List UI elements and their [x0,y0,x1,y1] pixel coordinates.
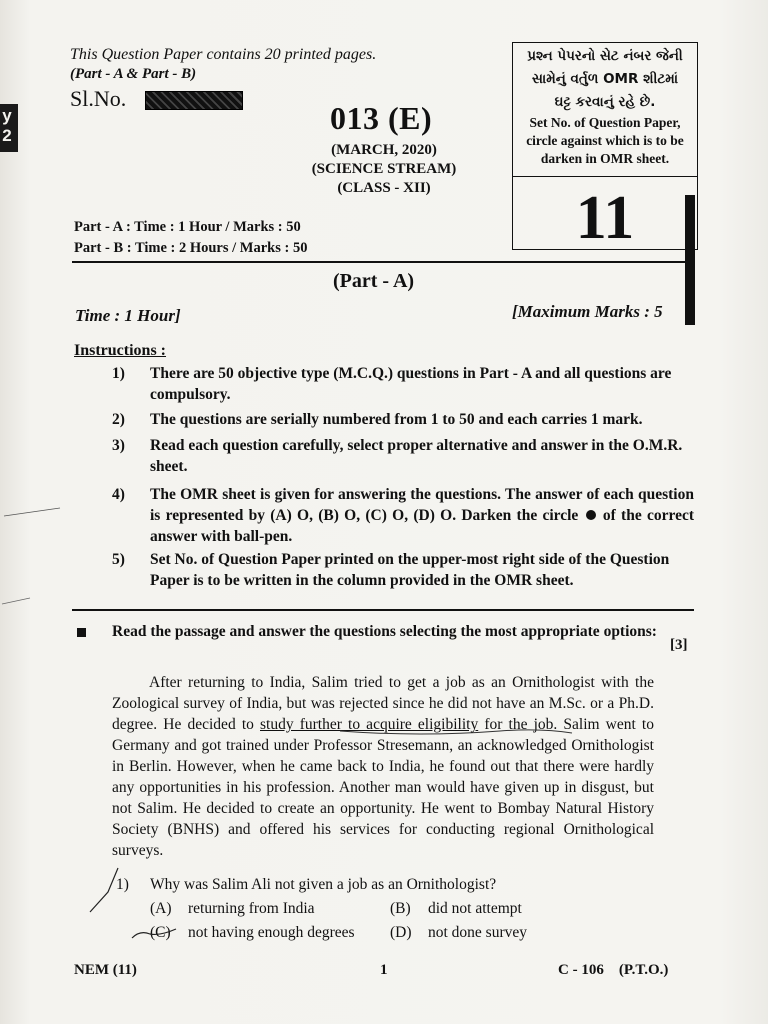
set-box-english-1: Set No. of Question Paper, [529,115,681,130]
question-text: Why was Salim Ali not given a job as an Ornithologist? [150,876,497,893]
right-edge-bar [685,195,695,325]
passage-text [112,672,654,861]
passage-underlined-phrase: study further to acquire eligibility [260,716,479,733]
square-bullet-icon [77,628,86,637]
question-number: 1) [116,876,129,893]
option-text: returning from India [188,900,315,917]
serial-number-label: Sl.No. [70,86,127,111]
passage-instruction: Read the passage and answer the questions selecting the most appropriate options: [112,623,657,640]
instruction-number: 2) [112,411,125,428]
instruction-text: There are 50 objective type (M.C.Q.) questions in Part - A and all questions are compulsory. [150,365,672,403]
instruction-text-a: The OMR sheet is given for answering the questions. The answer of each question is represented by (A) O, (B) O, (C) O, (D) O. Darken the circle [150,486,694,524]
header-rule [72,261,694,263]
option-text: not done survey [428,924,528,941]
passage-marks: [3] [670,637,688,653]
instruction-text-b: of the correct answer with ball-pen. [150,507,694,545]
page-number: 1 [380,962,388,978]
instruction-text: The questions are serially numbered from 1 to 50 and each carries 1 mark. [150,411,643,428]
instruction-text: Read each question carefully, select proper alternative and answer in the O.M.R. sheet. [150,437,683,475]
set-number-box [512,42,698,250]
set-box-gujarati-1: પ્રશ્ન પેપરનો સેટ નંબર જેની [527,48,683,64]
instruction-text [150,484,694,547]
instruction-number: 1) [112,365,125,382]
footer-right: C - 106 (P.T.O.) [558,962,669,978]
option-text: did not attempt [428,900,522,917]
part-b-timing: Part - B : Time : 2 Hours / Marks : 50 [74,240,308,256]
instructions-heading: Instructions : [74,342,167,359]
passage-part-1: After returning to India, Salim tried to get a job as an Ornithologist with the Zoological survey of India, but was rejected since he did not have an M.Sc. or a Ph.D. degree. He decided to [112,674,654,733]
set-box-english-3: darken in OMR sheet. [540,151,670,166]
instruction-text: Set No. of Question Paper printed on the upper-most right side of the Question Paper is to be written in the column provided in the OMR sheet. [150,551,670,589]
filled-circle-icon [586,510,596,520]
class-label: (CLASS - XII) [337,180,431,196]
instruction-item [112,435,694,477]
side-tab-text: y 2 [2,106,12,145]
set-box-english-2: circle against which is to be [526,133,684,148]
part-title: (Part - A) [333,270,415,292]
instruction-item [112,363,694,405]
footer-left: NEM (11) [74,962,137,978]
option-text: not having enough degrees [188,924,355,941]
instruction-number: 3) [112,437,125,454]
paper-code: 013 (E) [330,100,433,136]
instruction-item [112,409,694,430]
instruction-item [112,549,694,591]
parts-note: (Part - A & Part - B) [70,66,197,82]
instruction-number: 4) [112,486,125,503]
set-number: 11 [575,184,635,252]
stream: (SCIENCE STREAM) [311,161,457,177]
option-label: (D) [390,924,412,941]
part-a-timing: Part - A : Time : 1 Hour / Marks : 50 [74,219,301,235]
section-max-marks: [Maximum Marks : 5 [512,302,663,321]
instruction-item [112,484,694,547]
passage-part-2: for the job. Salim went to Germany and got trained under Professor Stresemann, an acknowledged Ornithologist in Berlin. However, when he came back to India, he found out that there were hardly any opportunities in his profession. Another man would have given up in disgust, but not Salim. He decided to create an opportunity. He went to Bombay Natural History Society (BNHS) and offered his services for conducting regional Ornithological surveys. [112,716,654,859]
option-label: (C) [150,924,171,941]
option-label: (B) [390,900,411,917]
side-tab [0,104,18,152]
pages-note: This Question Paper contains 20 printed pages. [70,46,377,63]
instructions-rule [72,609,694,611]
set-box-gujarati-2: સામેનું વર્તુળ OMR શીટમાં [531,71,679,87]
set-box-gujarati-3: ઘટ્ટ કરવાનું રહે છે. [554,94,656,110]
serial-number-redacted [145,91,243,110]
section-time: Time : 1 Hour] [75,306,181,325]
exam-month: (MARCH, 2020) [331,142,437,158]
set-box-divider [513,176,697,177]
option-label: (A) [150,900,172,917]
instruction-number: 5) [112,551,125,568]
